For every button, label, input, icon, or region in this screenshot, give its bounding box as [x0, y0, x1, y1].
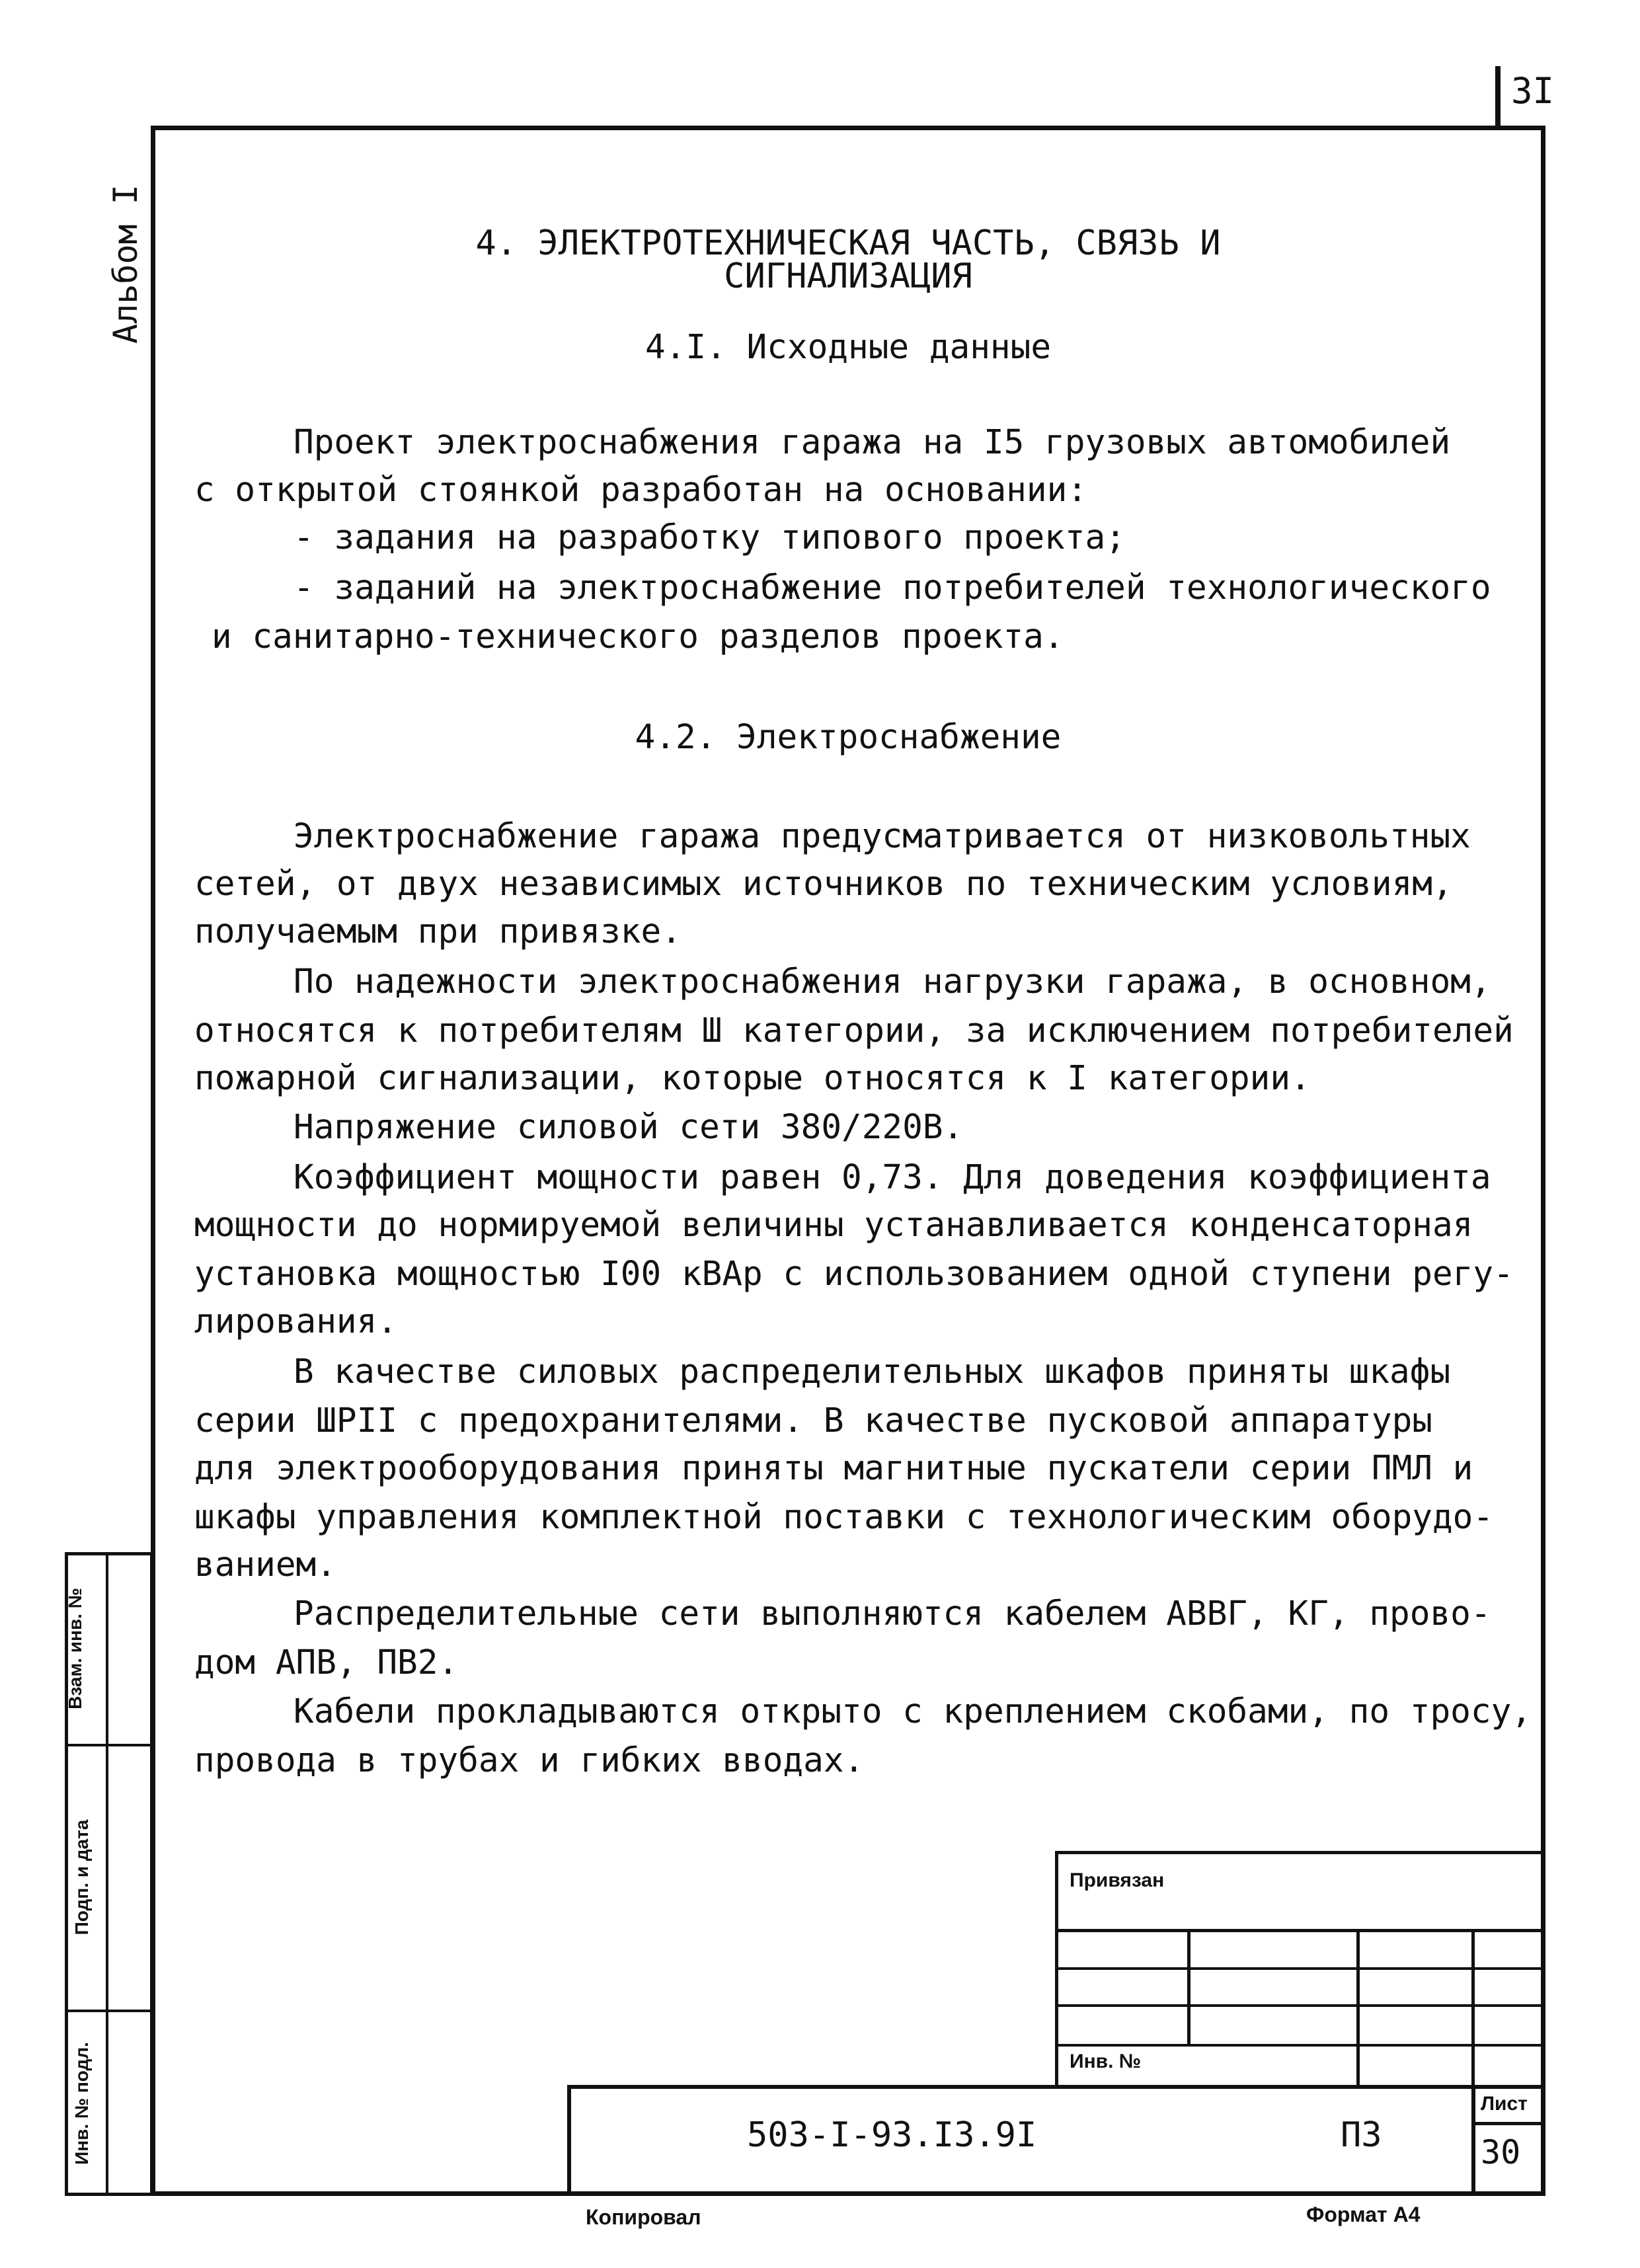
- document-code: 503-I-93.I3.9I: [747, 2115, 1037, 2155]
- section2-line: Распределительные сети выполняются кабелем АВВГ, КГ, прово-: [293, 1594, 1491, 1633]
- chapter-title-line1: 4. ЭЛЕКТРОТЕХНИЧЕСКАЯ ЧАСТЬ, СВЯЗЬ И: [475, 223, 1221, 263]
- page-number-divider: [1495, 66, 1501, 127]
- section1-line: - задания на разработку типового проекта;: [293, 518, 1126, 557]
- section2-line: ванием.: [194, 1545, 336, 1584]
- side-stamp-divider-vertical: [106, 1552, 108, 2196]
- section2-line: сетей, от двух независимых источников по техническим условиям,: [194, 865, 1453, 904]
- section1-line: и санитарно-технического разделов проекта.: [212, 617, 1064, 656]
- side-stamp-divider-1: [65, 1744, 153, 1746]
- section2-line: пожарной сигнализации, которые относятся к I категории.: [194, 1059, 1311, 1098]
- footer-copied: Копировал: [586, 2205, 701, 2229]
- section2-line: Электроснабжение гаража предусматривается от низковольтных: [293, 817, 1471, 856]
- sheet-label: Лист: [1481, 2093, 1528, 2115]
- binding-stamp-col-3: [1471, 1929, 1475, 2089]
- section2-line: для электрооборудования приняты магнитные пускатели серии ПМЛ и: [194, 1449, 1473, 1488]
- section2-line: относятся к потребителям Ш категории, за исключением потребителей: [194, 1011, 1514, 1050]
- binding-stamp-inv-no: Инв. №: [1070, 2051, 1142, 2072]
- document-type: ПЗ: [1341, 2115, 1382, 2155]
- side-label-vzam-inv: Взам. инв. №: [65, 1588, 85, 1709]
- section2-line: провода в трубах и гибких вводах.: [194, 1741, 865, 1780]
- page-number: 3I: [1511, 70, 1555, 112]
- binding-stamp-privyazan: Привязан: [1070, 1869, 1165, 1891]
- binding-stamp-col-1: [1187, 1929, 1191, 2047]
- side-label-inv-podl: Инв. № подл.: [71, 2042, 92, 2165]
- side-label-podp-data: Подп. и дата: [71, 1819, 92, 1936]
- section2-line: Кабели прокладываются открыто с креплением скобами, по тросу,: [293, 1692, 1532, 1731]
- section2-line: установка мощностью I00 кВАр с использованием одной ступени регу-: [194, 1255, 1514, 1294]
- section-title-4-2: 4.2. Электроснабжение: [635, 718, 1062, 757]
- section-title-4-1: 4.I. Исходные данные: [644, 328, 1052, 367]
- sheet-number: 30: [1481, 2133, 1521, 2171]
- section2-line: дом АПВ, ПВ2.: [194, 1643, 459, 1682]
- title-block-sheet-divider-v: [1471, 2085, 1475, 2196]
- section2-line: Напряжение силовой сети 380/220В.: [293, 1108, 964, 1147]
- section1-line: Проект электроснабжения гаража на I5 грузовых автомобилей: [293, 423, 1451, 462]
- section2-line: Коэффициент мощности равен 0,73. Для доведения коэффициента: [293, 1158, 1491, 1197]
- section1-line: - заданий на электроснабжение потребителей технологического: [293, 568, 1491, 607]
- section2-line: По надежности электроснабжения нагрузки гаража, в основном,: [293, 962, 1491, 1001]
- album-label: Альбом I: [106, 184, 145, 344]
- chapter-title-line2: СИГНАЛИЗАЦИЯ: [724, 256, 972, 296]
- title-block-sheet-divider-h: [1471, 2122, 1545, 2125]
- section1-line: с открытой стоянкой разработан на основании:: [194, 471, 1088, 510]
- section2-line: лирования.: [194, 1302, 398, 1341]
- section2-line: В качестве силовых распределительных шкафов приняты шкафы: [293, 1352, 1451, 1391]
- binding-stamp-col-2: [1356, 1929, 1360, 2089]
- footer-format: Формат А4: [1306, 2203, 1421, 2226]
- section2-line: шкафы управления комплектной поставки с технологическим оборудо-: [194, 1498, 1494, 1537]
- section2-line: серии ШРII с предохранителями. В качестве пусковой аппаратуры: [194, 1401, 1432, 1440]
- section2-line: мощности до нормируемой величины устанавливается конденсаторная: [194, 1206, 1473, 1245]
- section2-line: получаемым при привязке.: [194, 912, 682, 951]
- title-block: [567, 2085, 1545, 2196]
